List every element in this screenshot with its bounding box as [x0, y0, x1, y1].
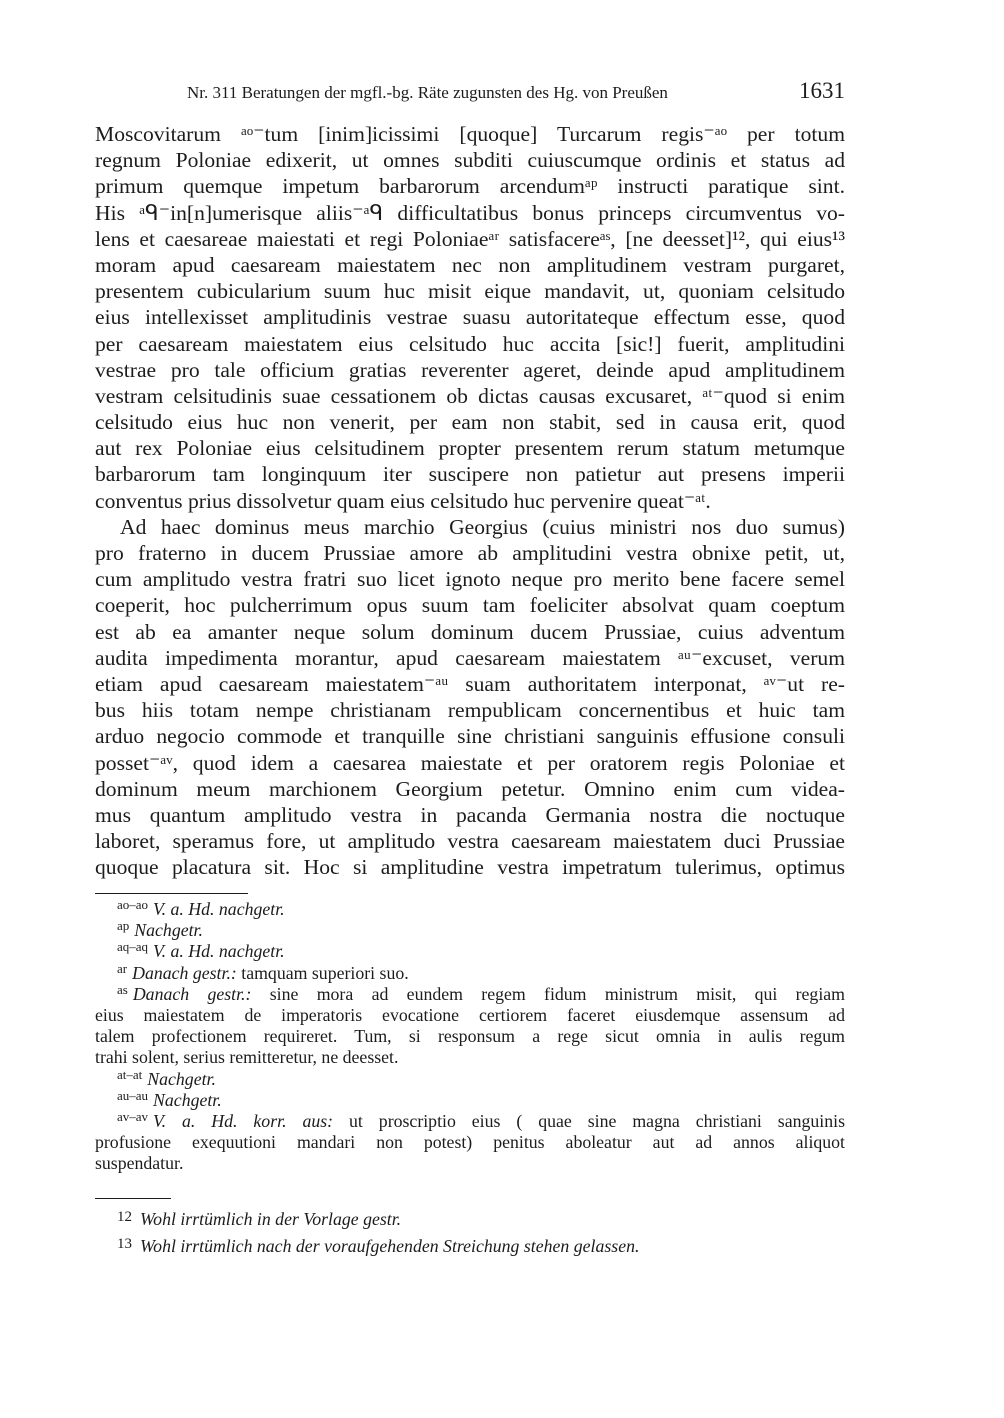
text-line: quoque placatura sit. Hoc si amplitudine vestra impetratum tulerimus, optimus [95, 855, 845, 880]
footnote: $^{12}$ Wohl irrtümlich in der Vorlage gestr. [117, 1209, 402, 1229]
text-line: conventus prius dissolvetur quam eius celsitudo huc pervenire queat⁻ᵃᵗ. [95, 488, 711, 513]
apparatus-line: trahi solent, serius remitteretur, ne deesset. [95, 1047, 399, 1068]
text-line: arduo negocio commode et tranquille sine christiani sanguinis effusione consuli [95, 724, 845, 749]
text-line: etiam apud caesaream maiestatem⁻ᵃᵘ suam authoritatem interponat, ᵃᵛ⁻ut re- [95, 671, 845, 696]
text-line: lens et caesareae maiestati et regi Poloniaeᵃʳ satisfacereᵃˢ, [ne deesset]¹², qui eius¹³ [95, 226, 845, 251]
apparatus-divider [95, 893, 248, 894]
text-line: primum quemque impetum barbarorum arcendumᵃᵖ instructi paratique sint. [95, 174, 845, 199]
apparatus-entry: $^{aq-aq}$ V. a. Hd. nachgetr. [117, 939, 285, 962]
apparatus-line: profusione exequutioni mandari non potest) penitus aboleatur aut ad annos aliquot [95, 1132, 845, 1153]
apparatus-line: suspendatur. [95, 1153, 184, 1174]
text-line: celsitudo eius huc non venerit, per eam non stabit, sed in causa erit, quod [95, 410, 845, 435]
text-line: Ad haec dominus meus marchio Georgius (cuius ministri nos duo sumus) [120, 514, 845, 539]
text-line: est ab ea amanter neque solum dominum ducem Prussiae, cuius adventum [95, 619, 845, 644]
apparatus-entry: $^{ar}$ Danach gestr.: tamquam superiori suo. [117, 960, 409, 983]
text-line: pro fraterno in ducem Prussiae amore ab amplitudini vestra obnixe petit, ut, [95, 541, 845, 565]
text-line: aut rex Poloniae eius celsitudinem propter presentem rerum statum metumque [95, 436, 845, 461]
text-line: barbarorum tam longinquum iter suscipere non patietur aut presens imperii [95, 462, 845, 487]
apparatus-entry: $^{as}$ Danach gestr.: sine mora ad eundem regem fidum ministrum misit, qui regiam [117, 981, 845, 1004]
footnote: $^{13}$ Wohl irrtümlich nach der voraufgehenden Streichung stehen gelassen. [117, 1236, 640, 1256]
running-title: Nr. 311 Beratungen der mgfl.-bg. Räte zugunsten des Hg. von Preußen [187, 83, 668, 102]
text-line: vestram celsitudinis suae cessationem ob dictas causas excusaret, ᵃᵗ⁻quod si enim [95, 383, 845, 408]
text-line: cum amplitudo vestra fratri suo licet ignoto neque pro merito bene facere semel [95, 567, 845, 592]
apparatus-entry: $^{ap}$ Nachgetr. [117, 918, 203, 941]
apparatus-entry: $^{av-av}$ V. a. Hd. korr. aus: ut proscriptio eius ( quae sine magna christiani sanguinis [117, 1108, 845, 1131]
footnotes [95, 1204, 845, 1258]
text-line: eius intellexisset amplitudinis vestrae suasu autoritateque effectum esse, quod [95, 305, 845, 330]
text-line: vestrae pro tale officium gratias reverenter ageret, deinde apud amplitudinem [95, 357, 845, 382]
apparatus-line: talem profectionem requireret. Tum, si responsum a rege sicut omnia in aulis regum [95, 1026, 845, 1047]
text-line: Moscovitarum ᵃᵒ⁻tum [inim]icissimi [quoque] Turcarum regis⁻ᵃᵒ per totum [95, 122, 845, 146]
text-line: posset⁻ᵃᵛ, quod idem a caesarea maiestate et per oratorem regis Poloniae et [95, 750, 845, 775]
text-line: regnum Poloniae edixerit, ut omnes subditi cuiuscumque ordinis et status ad [95, 148, 845, 173]
critical-apparatus [95, 899, 845, 1174]
apparatus-entry: $^{au-au}$ Nachgetr. [117, 1087, 222, 1110]
text-line: laboret, speramus fore, ut amplitudo vestra caesaream maiestatem duci Prussiae [95, 829, 845, 854]
text-line: mus quantum amplitudo vestra in pacanda Germania nostra die noctuque [95, 802, 845, 827]
text-line: bus hiis totam nempe christianam rempublicam concernentibus et huic tam [95, 698, 845, 723]
text-line: coeperit, hoc pulcherrimum opus suum tam foeliciter absolvat quam coeptum [95, 593, 845, 618]
apparatus-line: eius maiestatem de imperatoris evocatione certiorem faceret eiusdemque assensum ad [95, 1004, 845, 1025]
text-line: presentem cubicularium suum huc misit eique mandavit, ut, quoniam celsitudo [95, 279, 845, 304]
text-line: His ᵃᑫ⁻in[n]umerisque aliis⁻ᵃᑫ difficultatibus bonus princeps circumventus vo- [95, 200, 845, 225]
notes-divider [95, 1198, 171, 1199]
text-line: dominum meum marchionem Georgium petetur. Omnino enim cum videa- [95, 776, 845, 801]
text-line: moram apud caesaream maiestatem nec non amplitudinem vestram purgaret, [95, 252, 845, 277]
apparatus-entry: $^{ao-ao}$ V. a. Hd. nachgetr. [117, 897, 285, 919]
apparatus-entry: $^{at-at}$ Nachgetr. [117, 1066, 216, 1089]
running-header [95, 78, 845, 108]
page-number: 1631 [799, 78, 845, 103]
text-line: audita impedimenta morantur, apud caesaream maiestatem ᵃᵘ⁻excuset, verum [95, 645, 845, 670]
text-line: per caesaream maiestatem eius celsitudo huc accita [sic!] fuerit, amplitudini [95, 331, 845, 356]
main-text [95, 121, 845, 880]
